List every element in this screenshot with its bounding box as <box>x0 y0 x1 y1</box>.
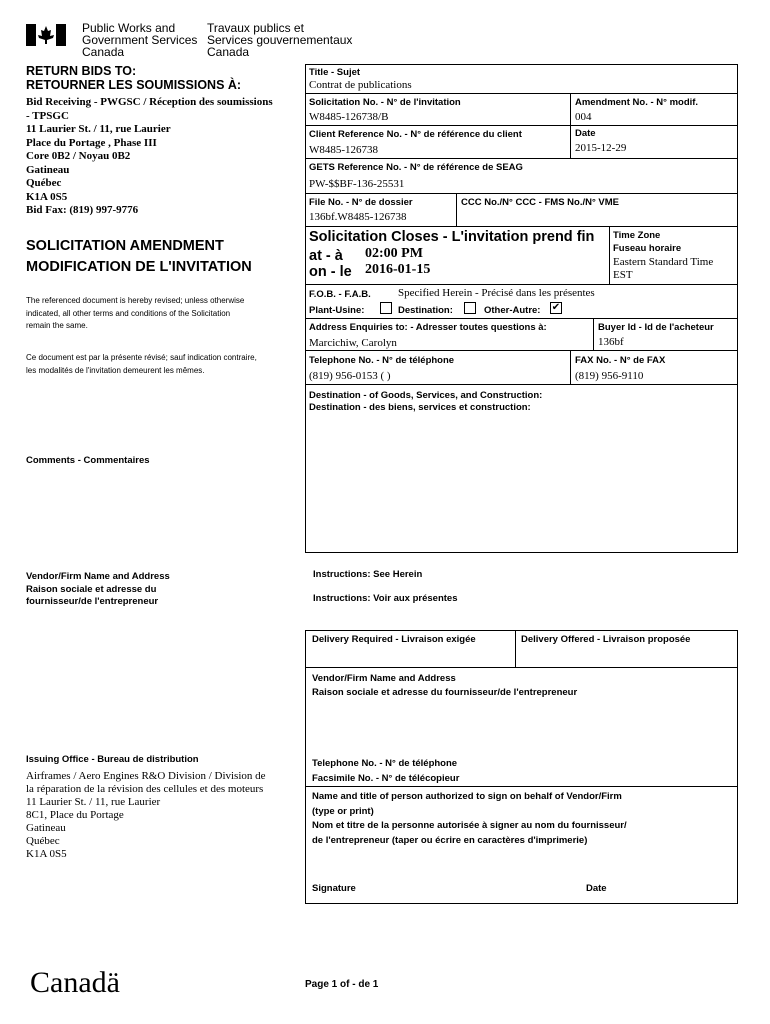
authorized-line: Name and title of person authorized to sign on behalf of Vendor/Firm <box>312 791 622 802</box>
time-zone-label-fr: Fuseau horaire <box>613 243 682 254</box>
issuing-line: 8C1, Place du Portage <box>26 809 124 821</box>
title-value: Contrat de publications <box>309 79 412 91</box>
dept-fr-line: Travaux publics et <box>207 21 304 35</box>
time-zone-label-en: Time Zone <box>613 230 661 241</box>
title-label: Title - Sujet <box>309 67 361 78</box>
telephone-value: (819) 956-0153 ( ) <box>309 370 391 382</box>
plant-checkbox[interactable] <box>380 302 392 314</box>
gets-ref-value: PW-$$BF-136-25531 <box>309 178 405 190</box>
closes-at-label: at - à <box>309 248 343 264</box>
destination-goods-label-fr: Destination - des biens, services et construction: <box>309 401 531 413</box>
return-bids-title-en: RETURN BIDS TO: <box>26 64 137 78</box>
destination-goods-label <box>309 390 542 413</box>
return-bids-title-fr: RETOURNER LES SOUMISSIONS À: <box>26 78 242 92</box>
return-bids-address <box>26 96 273 218</box>
amendment-no-value: 004 <box>575 111 592 123</box>
department-name-en <box>82 22 197 58</box>
amendment-no-label: Amendment No. - N° modif. <box>575 97 699 108</box>
destination-checkbox[interactable] <box>464 302 476 314</box>
date-label: Date <box>575 128 596 139</box>
closes-at-value: 02:00 PM <box>365 246 423 261</box>
notice-line: Ce document est par la présente révisé; sauf indication contraire, <box>26 353 257 362</box>
vendor-label-left <box>26 571 170 609</box>
notice-line: The referenced document is hereby revised; unless otherwise <box>26 296 245 305</box>
solicitation-no-value: W8485-126738/B <box>309 111 389 123</box>
time-zone-label <box>613 229 681 255</box>
address-enquiries-label: Address Enquiries to: - Adresser toutes questions à: <box>309 322 547 333</box>
file-no-label: File No. - N° de dossier <box>309 197 413 208</box>
address-line: 11 Laurier St. / 11, rue Laurier <box>26 123 171 135</box>
fax-value: (819) 956-9110 <box>575 370 644 382</box>
solicitation-no-label: Solicitation No. - N° de l'invitation <box>309 97 461 108</box>
file-no-value: 136bf.W8485-126738 <box>309 211 407 223</box>
signature-date-label: Date <box>586 883 607 894</box>
solicitation-closes-title: Solicitation Closes - L'invitation prend fin <box>309 229 595 245</box>
amendment-title-en: SOLICITATION AMENDMENT <box>26 238 224 254</box>
issuing-line: la réparation de la révision des cellules et des moteurs <box>26 783 264 795</box>
vendor-name-label-en: Vendor/Firm Name and Address <box>312 673 456 684</box>
address-line: Québec <box>26 177 62 189</box>
amendment-title <box>26 236 252 278</box>
authorized-line: de l'entrepreneur (taper ou écrire en caractères d'imprimerie) <box>312 834 588 846</box>
dept-en-line: Public Works and <box>82 21 176 35</box>
address-line: Core 0B2 / Noyau 0B2 <box>26 150 131 162</box>
time-zone-value-line: Eastern Standard Time <box>613 256 714 268</box>
authorized-person-label <box>312 790 627 848</box>
destination-label: Destination: <box>398 305 453 316</box>
amendment-notice-en <box>26 295 244 333</box>
comments-label: Comments - Commentaires <box>26 455 150 466</box>
vendor-label-line: fournisseur/de l'entrepreneur <box>26 596 159 607</box>
amendment-notice-fr <box>26 352 257 377</box>
issuing-office-address <box>26 770 266 861</box>
issuing-line: Gatineau <box>26 822 66 834</box>
dept-fr-line: Services gouvernementaux <box>207 33 353 47</box>
plant-label: Plant-Usine: <box>309 305 365 316</box>
time-zone-value-line: EST <box>613 269 633 281</box>
dept-en-line: Canada <box>82 45 125 59</box>
vendor-facsimile-label: Facsimile No. - N° de télécopieur <box>312 773 460 784</box>
canada-wordmark-logo: Canadä <box>30 966 120 999</box>
issuing-line: 11 Laurier St. / 11, rue Laurier <box>26 796 161 808</box>
address-line: Gatineau <box>26 163 70 176</box>
telephone-label: Telephone No. - N° de téléphone <box>309 355 455 366</box>
fob-label: F.O.B. - F.A.B. <box>309 289 371 300</box>
address-line: - TPSGC <box>26 109 69 122</box>
vendor-label-line: Raison sociale et adresse du <box>26 583 157 595</box>
closes-on-value: 2016-01-15 <box>365 262 431 277</box>
bid-fax-line: Bid Fax: (819) 997-9776 <box>26 204 139 216</box>
vendor-name-label <box>312 672 577 700</box>
client-ref-value: W8485-126738 <box>309 144 379 156</box>
issuing-line: Airframes / Aero Engines R&O Division / Division de <box>26 770 266 782</box>
instructions-en: Instructions: See Herein <box>313 569 423 580</box>
other-checkbox[interactable] <box>550 302 562 314</box>
client-ref-label: Client Reference No. - N° de référence du client <box>309 129 522 140</box>
time-zone-value <box>613 256 713 282</box>
gets-ref-label: GETS Reference No. - N° de référence de SEAG <box>309 162 523 173</box>
dept-en-line: Government Services <box>82 33 198 47</box>
authorized-line: Nom et titre de la personne autorisée à signer au nom du fournisseur/ <box>312 820 627 831</box>
buyer-id-value: 136bf <box>598 336 624 348</box>
fob-value: Specified Herein - Précisé dans les présentes <box>398 287 595 299</box>
amendment-title-fr: MODIFICATION DE L'INVITATION <box>26 259 252 275</box>
notice-line: remain the same. <box>26 321 88 330</box>
ccc-no-label: CCC No./N° CCC - FMS No./N° VME <box>461 197 620 208</box>
buyer-id-label: Buyer Id - Id de l'acheteur <box>598 322 714 333</box>
department-name-fr <box>207 22 352 58</box>
notice-line: indicated, all other terms and conditions of the Solicitation <box>26 308 231 318</box>
page-number: Page 1 of - de 1 <box>305 979 379 990</box>
issuing-line: K1A 0S5 <box>26 848 67 860</box>
address-enquiries-value: Marcichiw, Carolyn <box>309 337 397 349</box>
vendor-telephone-label: Telephone No. - N° de téléphone <box>312 758 458 769</box>
return-bids-title <box>26 64 241 92</box>
dept-fr-line: Canada <box>207 45 250 59</box>
closes-on-label: on - le <box>309 264 352 280</box>
address-line: Bid Receiving - PWGSC / Réception des soumissions <box>26 96 273 108</box>
other-label: Other-Autre: <box>484 305 541 316</box>
address-line: K1A 0S5 <box>26 190 68 203</box>
delivery-required-label: Delivery Required - Livraison exigée <box>312 634 476 645</box>
destination-goods-label-en: Destination - of Goods, Services, and Construction: <box>309 390 543 401</box>
issuing-line: Québec <box>26 835 60 847</box>
instructions-fr: Instructions: Voir aux présentes <box>313 593 458 604</box>
vendor-name-label-fr: Raison sociale et adresse du fournisseur/de l'entrepreneur <box>312 687 578 698</box>
authorized-line: (type or print) <box>312 805 374 817</box>
canada-flag-icon <box>26 24 66 46</box>
date-value: 2015-12-29 <box>575 142 627 154</box>
signature-label: Signature <box>312 883 356 894</box>
notice-line: les modalités de l'invitation demeurent les mêmes. <box>26 365 205 375</box>
check-mark-icon: ✔ <box>551 302 561 313</box>
address-line: Place du Portage , Phase III <box>26 136 157 149</box>
delivery-offered-label: Delivery Offered - Livraison proposée <box>521 634 691 645</box>
vendor-label-line: Vendor/Firm Name and Address <box>26 571 170 582</box>
fax-label: FAX No. - N° de FAX <box>575 355 666 366</box>
issuing-office-label: Issuing Office - Bureau de distribution <box>26 754 199 765</box>
